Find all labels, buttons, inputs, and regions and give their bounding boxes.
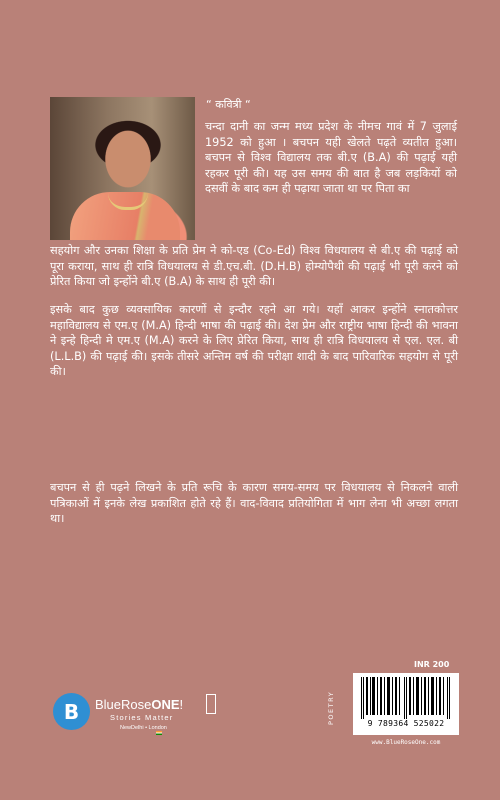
publisher-logo-icon (53, 693, 90, 730)
publisher-cities: NewDelhi • London (120, 725, 167, 731)
publisher-name-bang: ! (179, 697, 184, 712)
author-portrait (50, 97, 195, 240)
barcode-icon (359, 677, 453, 719)
india-flag-icon (156, 731, 162, 735)
bio-paragraph-4: बचपन से ही पढ़ने लिखने के प्रति रूचि के कारण समय-समय पर विधयालय से निकलने वाली पत्रिकाओं में इनके लेख प्रकाशित होते रहे हैं। वाद-विवाद प्रतियोगिता में भाग लेना भी अच्छा लगता था। (50, 481, 458, 525)
bio-paragraph-1: चन्दा दानी का जन्म मध्य प्रदेश के नीमच गावं में 7 जुलाई 1952 को हुआ । बचपन यही खेलते पढ़ते व्यतीत हुआ। बचपन से विश्व विद्यालय तक बी.ए (B.A) की पढ़ाई यही रहकर पूरी की। यह उस समय की बात है जब लड़कियों को दसवीं के बाद कम ही पढ़ाया जाता था पर पिता का (205, 120, 457, 195)
publisher-name-main: BlueRose (95, 697, 152, 712)
publisher-mark-icon (206, 694, 216, 714)
bio-heading: “ कवित्री “ (206, 98, 251, 111)
publisher-website: www.BlueRoseOne.com (371, 739, 441, 746)
publisher-name-one: ONE (151, 697, 180, 712)
logo-letter: B (63, 699, 80, 724)
price-label: INR 200 (414, 660, 450, 669)
isbn-barcode (353, 673, 459, 735)
isbn-number: 9 789364 525022 (367, 719, 445, 728)
genre-label: POETRY (327, 690, 335, 726)
bio-paragraph-3: इसके बाद कुछ व्यवसायिक कारणों से इन्दौर रहने आ गये। यहाँ आकर इन्होंने स्नातकोत्तर महाविद्यालय से एम.ए (M.A) हिन्दी भाषा की पढ़ाई की। देश प्रेम और राष्ट्रीय भाषा हिन्दी की भावना ने इन्हे हिन्दी मे एम.ए (M.A) करने के लिए प्रेरित किया, साथ ही रात्रि विधयालय से एल. एल. बी (L.L.B) की पढ़ाई की। इसके तीसरे अन्तिम वर्ष की परीक्षा शादी के बाद पारिवारिक सहयोग से पूरी की। (50, 303, 458, 378)
publisher-tagline: Stories Matter (110, 713, 174, 722)
publisher-name (95, 697, 183, 712)
bio-paragraph-2: सहयोग और उनका शिक्षा के प्रति प्रेम ने को-एड (Co-Ed) विश्व विधयालय से बी.ए की पढ़ाई को पूरा कराया, साथ ही रात्रि विधयालय से डी.एच.बी. (D.H.B) होम्योपैथी की पढ़ाई भी पूरी करने को प्रेरित किया जो इन्होंने बी.ए (B.A) के साथ ही पूरी की। (50, 244, 458, 288)
